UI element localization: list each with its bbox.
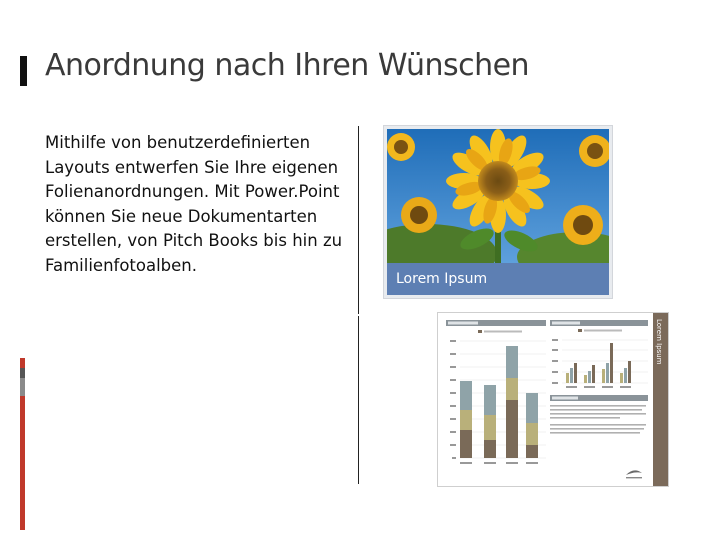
document-side-title: Lorem Ipsum	[655, 319, 663, 365]
accent-gray	[20, 378, 25, 396]
slide-title: Anordnung nach Ihren Wünschen	[45, 48, 530, 83]
accent-red-top	[20, 358, 25, 368]
slide-body-text: Mithilfe von benutzerdefinierten Layouts entwerfen Sie Ihre eigenen Folienanordnungen. Mit Power.Point können Sie neue Dokumentarten erstellen, von Pitch Books bis hin zu Familienfotoalben.	[45, 133, 343, 275]
photo-caption-bar	[387, 263, 609, 295]
title-marker	[20, 56, 27, 86]
sunflower-photo	[387, 129, 609, 263]
accent-dark	[20, 368, 25, 378]
report-document-thumbnail	[438, 313, 668, 486]
divider-line-bottom	[358, 316, 359, 484]
photo-slide-thumbnail	[384, 126, 612, 298]
photo-caption-text: Lorem Ipsum	[396, 271, 488, 287]
divider-line-top	[358, 126, 359, 314]
document-logo-mark	[626, 470, 642, 478]
sunflower-image	[387, 129, 609, 263]
report-document-preview	[438, 313, 668, 486]
accent-red-bottom	[20, 396, 25, 530]
